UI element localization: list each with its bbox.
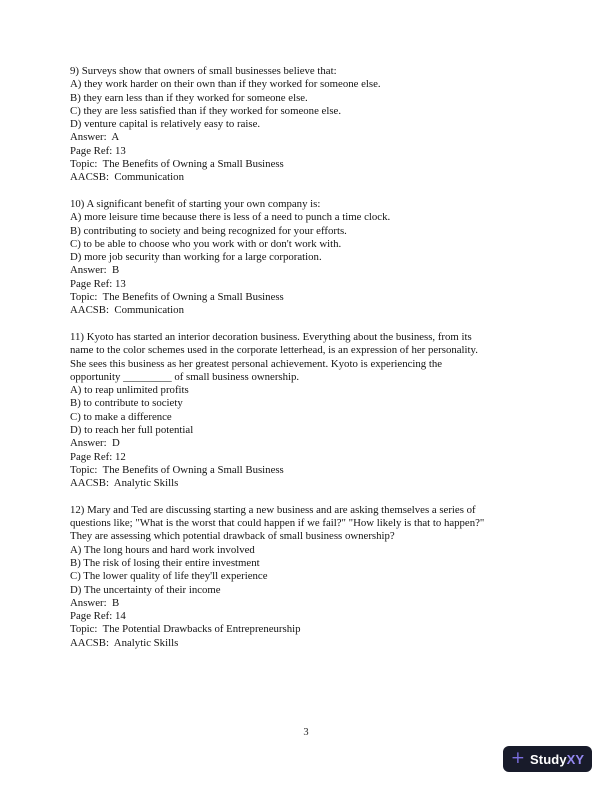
question-stem-line: opportunity _________ of small business ownership. [70, 370, 300, 383]
answer-choice: A) to reap unlimited profits [70, 384, 189, 397]
question-stem-line: name to the color schemes used in the corporate letterhead, is an expression of her personality. [70, 344, 478, 357]
question-stem-line: 9) Surveys show that owners of small businesses believe that: [70, 65, 337, 77]
answer-line: Answer: D [70, 437, 120, 450]
answer-line: Answer: A [70, 131, 120, 144]
brand-name [530, 753, 584, 766]
question-stem-line: 10) A significant benefit of starting your own company is: [70, 197, 321, 210]
question-block-q11 [70, 331, 552, 491]
topic-line: Topic: The Potential Drawbacks of Entrepreneurship [70, 623, 301, 636]
question-stem-line: 12) Mary and Ted are discussing starting a new business and are asking themselves a series of [70, 503, 476, 516]
page-ref-line: Page Ref: 13 [70, 277, 126, 290]
answer-choice: C) to make a difference [70, 410, 172, 423]
page-ref-line: Page Ref: 12 [70, 450, 126, 463]
question-block-q12 [70, 504, 552, 650]
aacsb-line: AACSB: Analytic Skills [70, 636, 179, 649]
answer-choice: D) to reach her full potential [70, 424, 194, 437]
aacsb-line: AACSB: Communication [70, 304, 184, 317]
answer-choice: C) to be able to choose who you work with or don't work with. [70, 237, 342, 250]
brand-name-accent: XY [566, 751, 585, 767]
question-block-q10 [70, 198, 552, 318]
question-stem-line: questions like; "What is the worst that could happen if we fail?" "How likely is that to happen?" [70, 517, 485, 530]
page-ref-line: Page Ref: 14 [70, 610, 126, 623]
question-stem-line: She sees this business as her greatest personal achievement. Kyoto is experiencing the [70, 357, 443, 370]
aacsb-line: AACSB: Analytic Skills [70, 477, 179, 490]
question-list [70, 65, 552, 663]
answer-choice: D) venture capital is relatively easy to raise. [70, 118, 261, 131]
question-stem-line: They are assessing which potential drawback of small business ownership? [70, 530, 395, 543]
answer-choice: B) The risk of losing their entire investment [70, 556, 260, 569]
topic-line: Topic: The Benefits of Owning a Small Business [70, 463, 284, 476]
answer-choice: B) to contribute to society [70, 397, 183, 410]
answer-choice: C) they are less satisfied than if they worked for someone else. [70, 104, 342, 117]
aacsb-line: AACSB: Communication [70, 171, 184, 184]
topic-line: Topic: The Benefits of Owning a Small Business [70, 158, 284, 171]
answer-choice: A) they work harder on their own than if they worked for someone else. [70, 78, 381, 91]
answer-choice: D) more job security than working for a large corporation. [70, 251, 322, 264]
answer-choice: B) they earn less than if they worked for someone else. [70, 91, 308, 104]
answer-line: Answer: B [70, 596, 120, 609]
answer-choice: A) more leisure time because there is less of a need to punch a time clock. [70, 211, 391, 224]
page-ref-line: Page Ref: 13 [70, 144, 126, 157]
answer-choice: B) contributing to society and being recognized for your efforts. [70, 224, 347, 237]
answer-line: Answer: B [70, 264, 120, 277]
question-stem-line: 11) Kyoto has started an interior decoration business. Everything about the business, from its [70, 330, 472, 343]
studyxy-logo[interactable] [503, 746, 592, 772]
question-block-q9 [70, 65, 552, 185]
topic-line: Topic: The Benefits of Owning a Small Business [70, 291, 284, 304]
page-number: 3 [303, 727, 309, 738]
answer-choice: A) The long hours and hard work involved [70, 543, 255, 556]
plus-icon: + [510, 748, 526, 768]
answer-choice: C) The lower quality of life they'll experience [70, 570, 268, 583]
answer-choice: D) The uncertainty of their income [70, 583, 221, 596]
brand-name-primary: Study [530, 751, 567, 767]
